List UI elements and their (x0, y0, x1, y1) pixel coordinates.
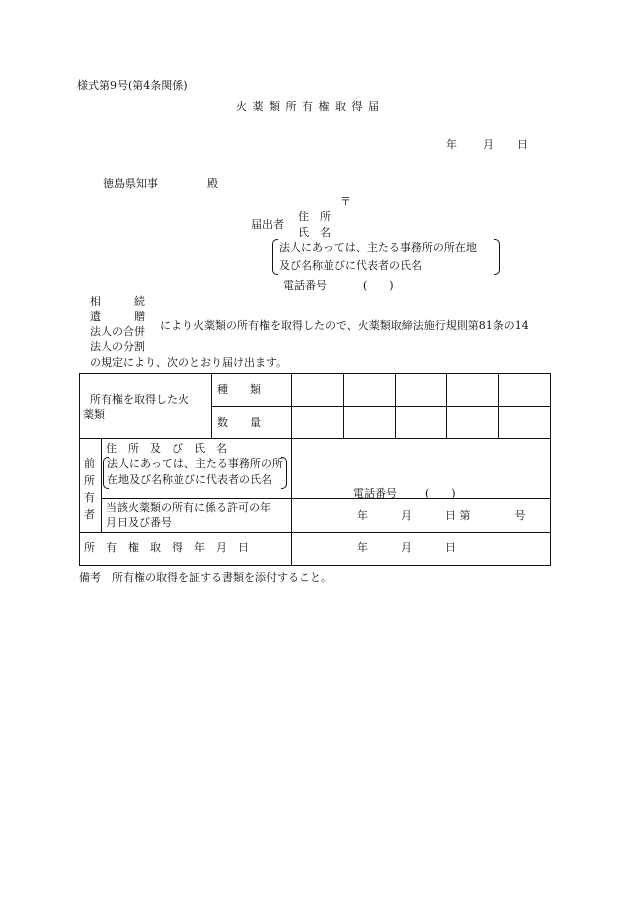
acquired-explosives-label-1: 所有権を取得した火 (83, 393, 189, 406)
prev-owner-label: 前所有者 (84, 457, 95, 521)
notifier-bracket-right (494, 239, 500, 275)
permit-label-1: 当該火薬類の所有に係る許可の年 (106, 501, 271, 514)
prev-owner-phone-paren: ( ) (425, 487, 456, 500)
type-label: 種 類 (217, 383, 261, 396)
quantity-label: 数 量 (217, 416, 261, 429)
prev-owner-address-name-label: 住 所 及 び 氏 名 (106, 442, 227, 455)
notifier-address-label: 住 所 (298, 210, 331, 223)
reason-statement: により火薬類の所有権を取得したので、火薬類取締法施行規則第81条の14 (160, 319, 529, 332)
addressee-governor: 徳島県知事 (103, 177, 158, 190)
date-day: 日 (517, 138, 528, 151)
addressee-honorific: 殿 (207, 177, 218, 190)
notifier-corp-line1: 法人にあっては、主たる事務所の所在地 (279, 241, 477, 254)
note: 備考 所有権の取得を証する書類を添付すること。 (79, 571, 332, 584)
notifier-bracket-left (272, 239, 278, 275)
prev-owner-corp-line2: 在地及び名称並びに代表者の氏名 (107, 473, 272, 486)
reason-merger: 法人の合併 (90, 325, 145, 338)
prev-owner-bracket-right (281, 457, 287, 489)
acquisition-date-value: 年 月 日 (357, 541, 456, 554)
reason-inheritance: 相 続 (90, 295, 145, 308)
notifier-corp-line2: 及び名称並びに代表者の氏名 (279, 259, 422, 272)
permit-label-2: 月日及び番号 (106, 516, 172, 529)
form-number: 様式第9号(第4条関係) (77, 79, 188, 92)
notifier-name-label: 氏 名 (298, 226, 331, 239)
permit-value: 年 月 日 第 号 (357, 509, 526, 522)
reason-statement-cont: の規定により、次のとおり届け出ます。 (90, 356, 288, 369)
notifier-label: 届出者 (251, 218, 284, 231)
prev-owner-phone-label: 電話番号 (353, 487, 397, 500)
date-year: 年 (446, 138, 457, 151)
date-month: 月 (483, 138, 494, 151)
postal-mark: 〒 (340, 195, 351, 208)
form-title: 火 薬 類 所 有 権 取 得 届 (236, 100, 380, 113)
acquisition-date-label: 所 有 権 取 得 年 月 日 (84, 541, 249, 554)
prev-owner-corp-line1: 法人にあっては、主たる事務所の所 (107, 457, 283, 470)
acquired-explosives-label-2: 薬類 (83, 408, 105, 421)
notifier-phone-label: 電話番号 (283, 279, 327, 292)
reason-split: 法人の分割 (90, 340, 145, 353)
notifier-phone-paren: ( ) (363, 279, 394, 292)
reason-bequest: 遺 贈 (90, 310, 145, 323)
